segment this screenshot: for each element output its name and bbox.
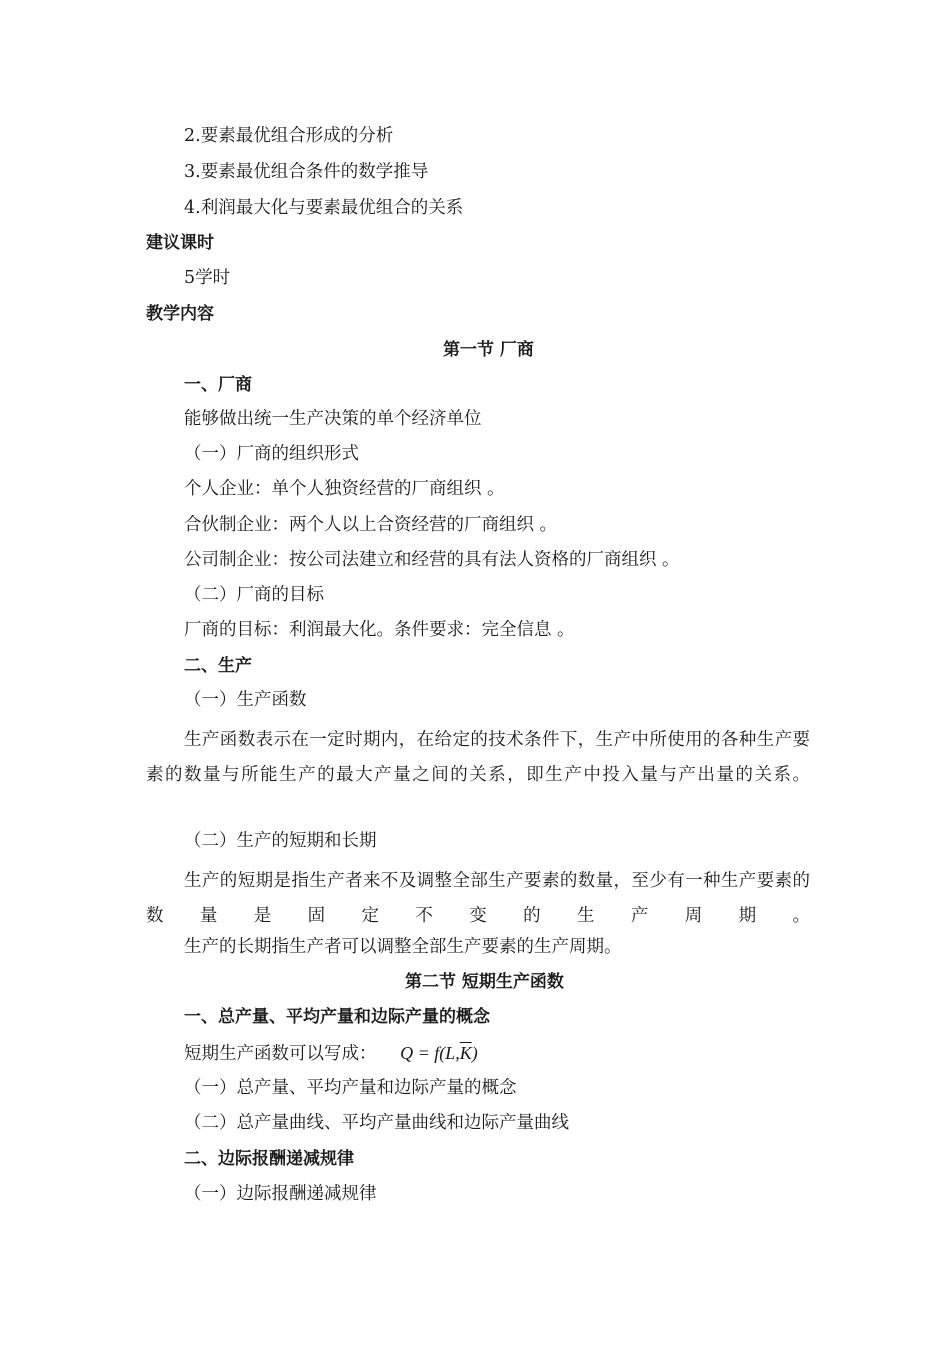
subheading: （一）厂商的组织形式	[184, 444, 359, 464]
objective-2: 2.要素最优组合形成的分析	[184, 126, 394, 146]
production-function-formula: $Q = f(L,\overline{K})$	[400, 1043, 478, 1063]
suggested-hours-heading: 建议课时	[146, 233, 214, 253]
paragraph: 公司制企业：按公司法建立和经营的具有法人资格的厂商组织 。	[184, 550, 680, 570]
section-1-heading-2: 二、生产	[184, 656, 252, 676]
section-2-heading-2: 二、边际报酬递减规律	[184, 1149, 354, 1169]
section-1-title: 第一节 厂商	[443, 340, 534, 360]
objective-4: 4.利润最大化与要素最优组合的关系	[184, 198, 464, 218]
paragraph: 合伙制企业：两个人以上合资经营的厂商组织 。	[184, 515, 558, 535]
section-1-heading-1: 一、厂商	[184, 375, 252, 395]
paragraph: 生产函数表示在一定时期内，在给定的技术条件下，生产中所使用的各种生产要素的数量与所能生产的最大产量之间的关系，即生产中投入量与产出量的关系。	[146, 730, 810, 785]
section-2-title: 第二节 短期生产函数	[405, 972, 564, 992]
paragraph: 厂商的目标：利润最大化。条件要求：完全信息 。	[184, 620, 575, 640]
subheading: （二）生产的短期和长期	[184, 831, 377, 851]
subheading: （一）总产量、平均产量和边际产量的概念	[184, 1078, 517, 1098]
objective-3: 3.要素最优组合条件的数学推导	[184, 162, 429, 182]
content-heading: 教学内容	[146, 304, 214, 324]
paragraph: 生产的短期是指生产者来不及调整全部生产要素的数量，至少有一种生产要素的数量是固定不变的生产周期。	[146, 871, 810, 926]
section-2-heading-1: 一、总产量、平均产量和边际产量的概念	[184, 1007, 490, 1027]
paragraph: 短期生产函数可以写成： $Q = f(L,\overline{K})$	[184, 1043, 478, 1064]
paragraph: 生产的长期指生产者可以调整全部生产要素的生产周期。	[184, 937, 622, 957]
suggested-hours-value: 5学时	[184, 268, 231, 288]
subheading: （一）边际报酬递减规律	[184, 1184, 377, 1204]
subheading: （一）生产函数	[184, 690, 307, 710]
subheading: （二）厂商的目标	[184, 585, 324, 605]
subheading: （二）总产量曲线、平均产量曲线和边际产量曲线	[184, 1113, 569, 1133]
paragraph: 个人企业：单个人独资经营的厂商组织 。	[184, 479, 505, 499]
paragraph: 能够做出统一生产决策的单个经济单位	[184, 409, 482, 429]
